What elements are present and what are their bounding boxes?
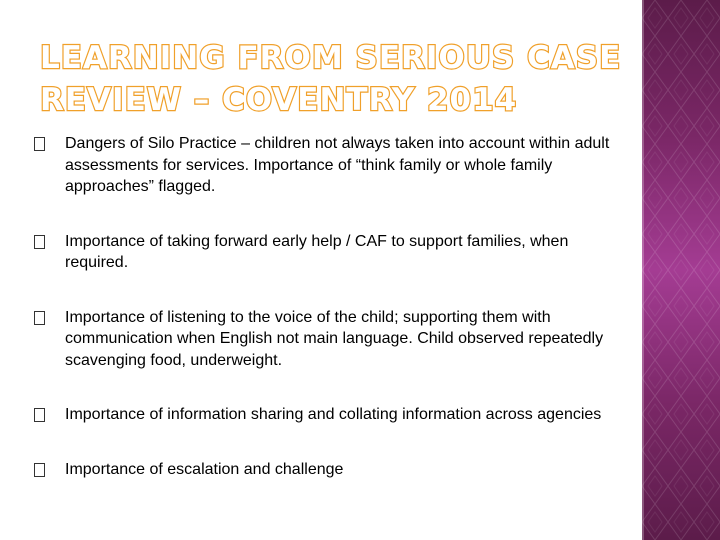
bullet-item-silo-practice [34, 133, 634, 198]
bullet-box-icon [34, 463, 45, 477]
bullet-box-icon [34, 235, 45, 249]
bullet-box-icon [34, 408, 45, 422]
bullet-text: Dangers of Silo Practice – children not always taken into account within adult assessments for services. Importance of “think family or whole family approaches” flagged. [65, 135, 610, 195]
title-line-2: REVIEW – COVENTRY 2014 [40, 82, 518, 118]
slide-title [36, 36, 626, 118]
bullet-item-voice-of-child [34, 307, 634, 372]
bullet-text: Importance of taking forward early help / CAF to support families, when required. [65, 232, 569, 271]
bullet-text: Importance of listening to the voice of the child; supporting them with communication when English not main language. Child observed repeatedly scavenging food, underweight. [65, 308, 604, 369]
bullet-box-icon [34, 137, 45, 151]
bullet-item-escalation [34, 459, 634, 481]
bullet-item-early-help [34, 231, 634, 274]
bullet-box-icon [34, 311, 45, 325]
diamond-pattern [642, 0, 720, 540]
bullet-text: Importance of information sharing and collating information across agencies [65, 406, 602, 423]
bullet-text: Importance of escalation and challenge [65, 460, 344, 478]
title-line-1: LEARNING FROM SERIOUS CASE [40, 40, 622, 76]
bullet-item-information-sharing [34, 404, 634, 426]
bullet-list [34, 133, 634, 480]
decorative-side-panel [642, 0, 720, 540]
